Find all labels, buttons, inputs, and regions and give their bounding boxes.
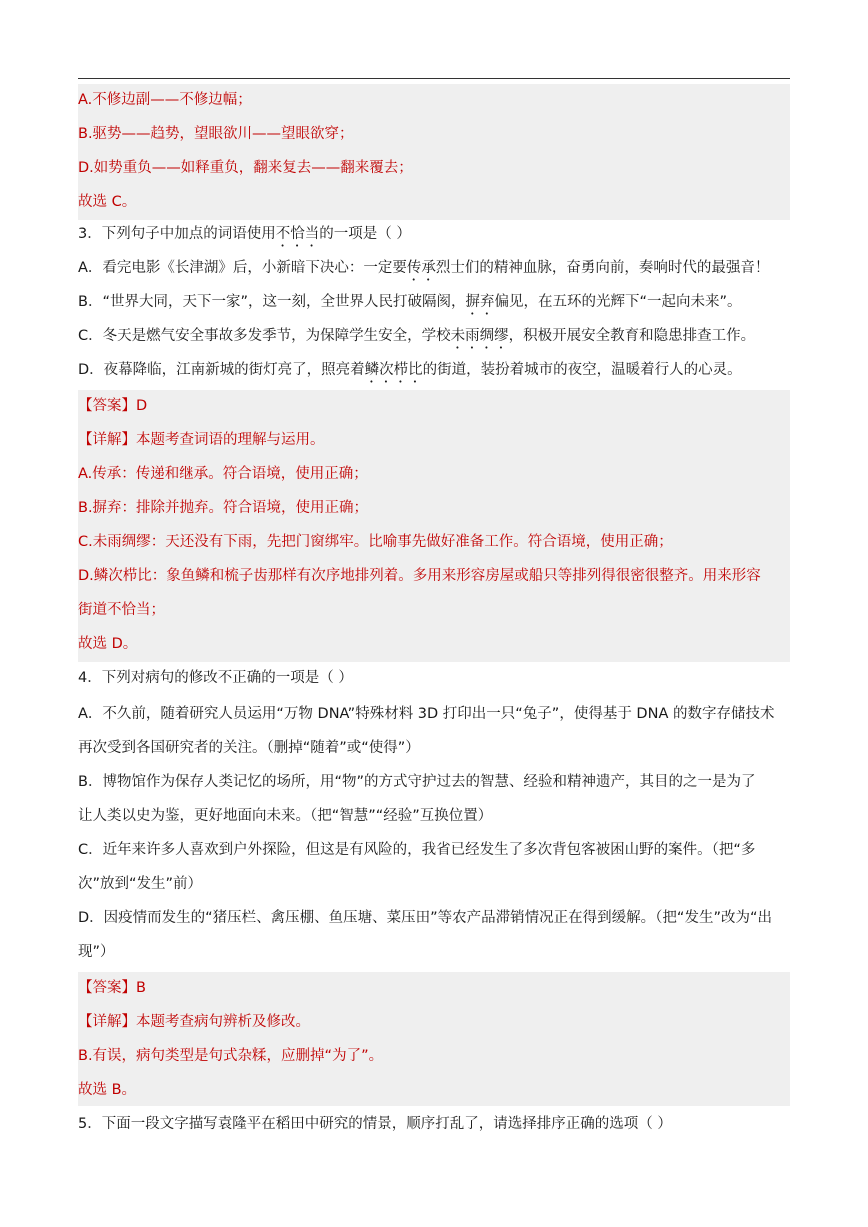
question-3-option-b: B．“世界大同，天下一家”，这一刻，全世界人民打破隔阂，摒弃偏见，在五环的光辉下“一起向未来”。 xyxy=(78,294,742,310)
question-4-line: B．博物馆作为保存人类记忆的场所，用“物”的方式守护过去的智慧、经验和精神遗产，其目的之一是为了 xyxy=(78,774,756,790)
question-5-stem: 5．下面一段文字描写袁隆平在稻田中研究的情景，顺序打乱了，请选择排序正确的选项（ ） xyxy=(78,1116,672,1132)
explanation-line: C.未雨绸缪：天还没有下雨，先把门窗绑牢。比喻事先做好准备工作。符合语境，使用正确； xyxy=(78,534,673,550)
explanation-line: A.传承：传递和继承。符合语境，使用正确； xyxy=(78,466,368,482)
emphasis-text: 未雨绸缪 xyxy=(450,328,509,344)
detail-label: 【详解】本题考查病句辨析及修改。 xyxy=(78,1014,310,1030)
question-4-stem: 4．下列对病句的修改不正确的一项是（ ） xyxy=(78,670,353,686)
explanation-line: 故选 D。 xyxy=(78,636,138,652)
question-3-stem: 3．下列句子中加点的词语使用不恰当的一项是（ ） xyxy=(78,226,411,242)
emphasis-text: 传承 xyxy=(406,260,436,276)
emphasis-text: 摒弃 xyxy=(465,294,495,310)
explanation-line: B.驱势——趋势，望眼欲川——望眼欲穿； xyxy=(78,126,354,142)
question-3-option-d: D．夜幕降临，江南新城的街灯亮了，照亮着鳞次栉比的街道，装扮着城市的夜空，温暖着行人的心灵。 xyxy=(78,362,742,378)
explanation-line: B.摒弃：排除并抛弃。符合语境，使用正确； xyxy=(78,500,369,516)
explanation-line: D.如势重负——如释重负，翻来复去——翻来覆去； xyxy=(78,160,413,176)
explanation-line: D.鳞次栉比：象鱼鳞和梳子齿那样有次序地排列着。多用来形容房屋或船只等排列得很密很整齐。用来形容 xyxy=(78,568,761,584)
header-rule xyxy=(78,78,790,79)
question-4-line: 再次受到各国研究者的关注。（删掉“随着”或“使得”） xyxy=(78,740,420,756)
explanation-line: 街道不恰当； xyxy=(78,602,165,618)
explanation-line: A.不修边副——不修边幅； xyxy=(78,92,252,108)
detail-label: 【详解】本题考查词语的理解与运用。 xyxy=(78,432,325,448)
question-4-line: D．因疫情而发生的“猪压栏、禽压棚、鱼压塘、菜压田”等农产品滞销情况正在得到缓解。（把“发生”改为“出 xyxy=(78,910,772,926)
question-3-option-c: C．冬天是燃气安全事故多发季节，为保障学生安全，学校未雨绸缪，积极开展安全教育和隐患排查工作。 xyxy=(78,328,756,344)
answer-label: 【答案】D xyxy=(78,398,148,414)
emphasis-text: 不恰当 xyxy=(275,226,320,242)
question-4-line: 次”放到“发生”前） xyxy=(78,876,203,892)
explanation-line: 故选 C。 xyxy=(78,194,137,210)
question-4-line: 让人类以史为鉴，更好地面向未来。（把“智慧”“经验”互换位置） xyxy=(78,808,493,824)
explanation-line: 故选 B。 xyxy=(78,1082,137,1098)
question-4-line: C．近年来许多人喜欢到户外探险，但这是有风险的，我省已经发生了多次背包客被困山野的案件。（把“多 xyxy=(78,842,756,858)
explanation-line: B.有误，病句类型是句式杂糅，应删掉“为了”。 xyxy=(78,1048,384,1064)
question-4-line: A．不久前，随着研究人员运用“万物 DNA”特殊材料 3D 打印出一只“兔子”，使得基于 DNA 的数字存储技术 xyxy=(78,706,775,722)
question-3-option-a: A．看完电影《长津湖》后，小新暗下决心：一定要传承烈士们的精神血脉，奋勇向前，奏响时代的最强音！ xyxy=(78,260,770,276)
answer-label: 【答案】B xyxy=(78,980,146,996)
question-4-line: 现”） xyxy=(78,944,115,960)
emphasis-text: 鳞次栉比 xyxy=(364,362,423,378)
